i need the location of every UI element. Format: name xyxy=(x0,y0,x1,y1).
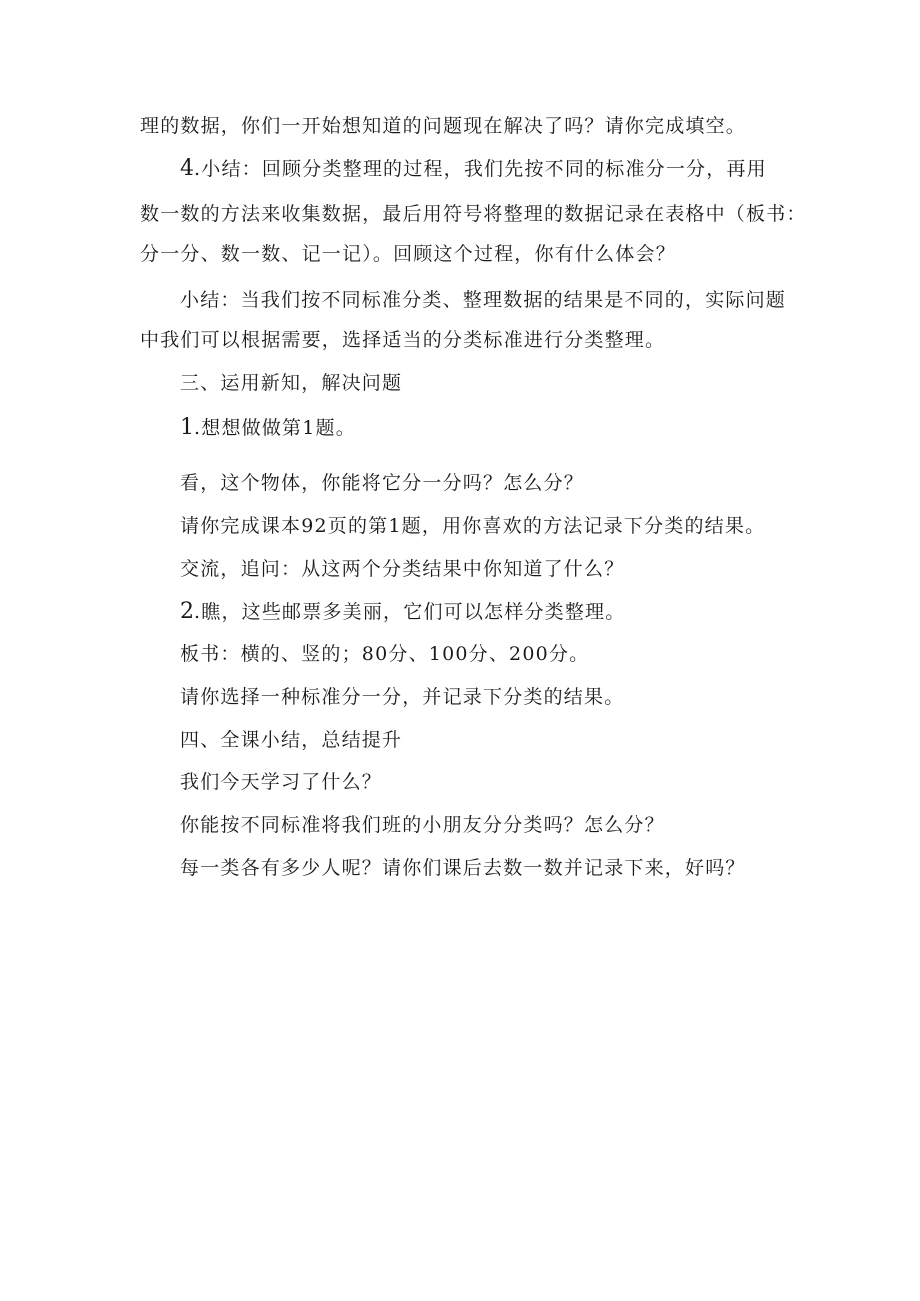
conclusion-line-2: 中我们可以根据需要，选择适当的分类标准进行分类整理。 xyxy=(140,329,666,351)
summary-line-2: 数一数的方法来收集数据，最后用符号将整理的数据记录在表格中（板书： xyxy=(140,203,807,225)
section-4-title: 四、全课小结，总结提升 xyxy=(180,729,403,751)
item-1-text: .想想做做第1题。 xyxy=(194,417,356,439)
classify-question: 你能按不同标准将我们班的小朋友分分类吗？怎么分？ xyxy=(180,814,665,836)
choose-instruction: 请你选择一种标准分一分，并记录下分类的结果。 xyxy=(180,686,625,708)
learned-question: 我们今天学习了什么？ xyxy=(180,771,383,793)
discuss-question: 交流，追问：从这两个分类结果中你知道了什么？ xyxy=(180,558,625,580)
board-notes: 板书：横的、竖的；80分、100分、200分。 xyxy=(180,643,590,665)
item-1-number: 1 xyxy=(180,415,194,440)
look-question: 看，这个物体，你能将它分一分吗？怎么分？ xyxy=(180,472,585,494)
summary-line-1-text: .小结：回顾分类整理的过程，我们先按不同的标准分一分，再用 xyxy=(194,158,767,180)
section-3-title: 三、运用新知，解决问题 xyxy=(180,372,403,394)
homework-question: 每一类各有多少人呢？请你们课后去数一数并记录下来，好吗？ xyxy=(180,857,746,879)
summary-line-1 xyxy=(180,156,830,182)
item-2 xyxy=(180,599,830,625)
paragraph-fill: 理的数据，你们一开始想知道的问题现在解决了吗？请你完成填空。 xyxy=(140,115,747,137)
summary-line-3: 分一分、数一数、记一记）。回顾这个过程，你有什么体会？ xyxy=(140,243,676,265)
textbook-instruction: 请你完成课本92页的第1题，用你喜欢的方法记录下分类的结果。 xyxy=(180,515,766,537)
item-2-number: 2 xyxy=(180,599,194,624)
summary-heading-number: 4 xyxy=(180,156,194,181)
conclusion-line-1: 小结：当我们按不同标准分类、整理数据的结果是不同的，实际问题 xyxy=(180,289,787,311)
item-2-text: .瞧，这些邮票多美丽，它们可以怎样分类整理。 xyxy=(194,601,626,623)
item-1 xyxy=(180,415,830,441)
